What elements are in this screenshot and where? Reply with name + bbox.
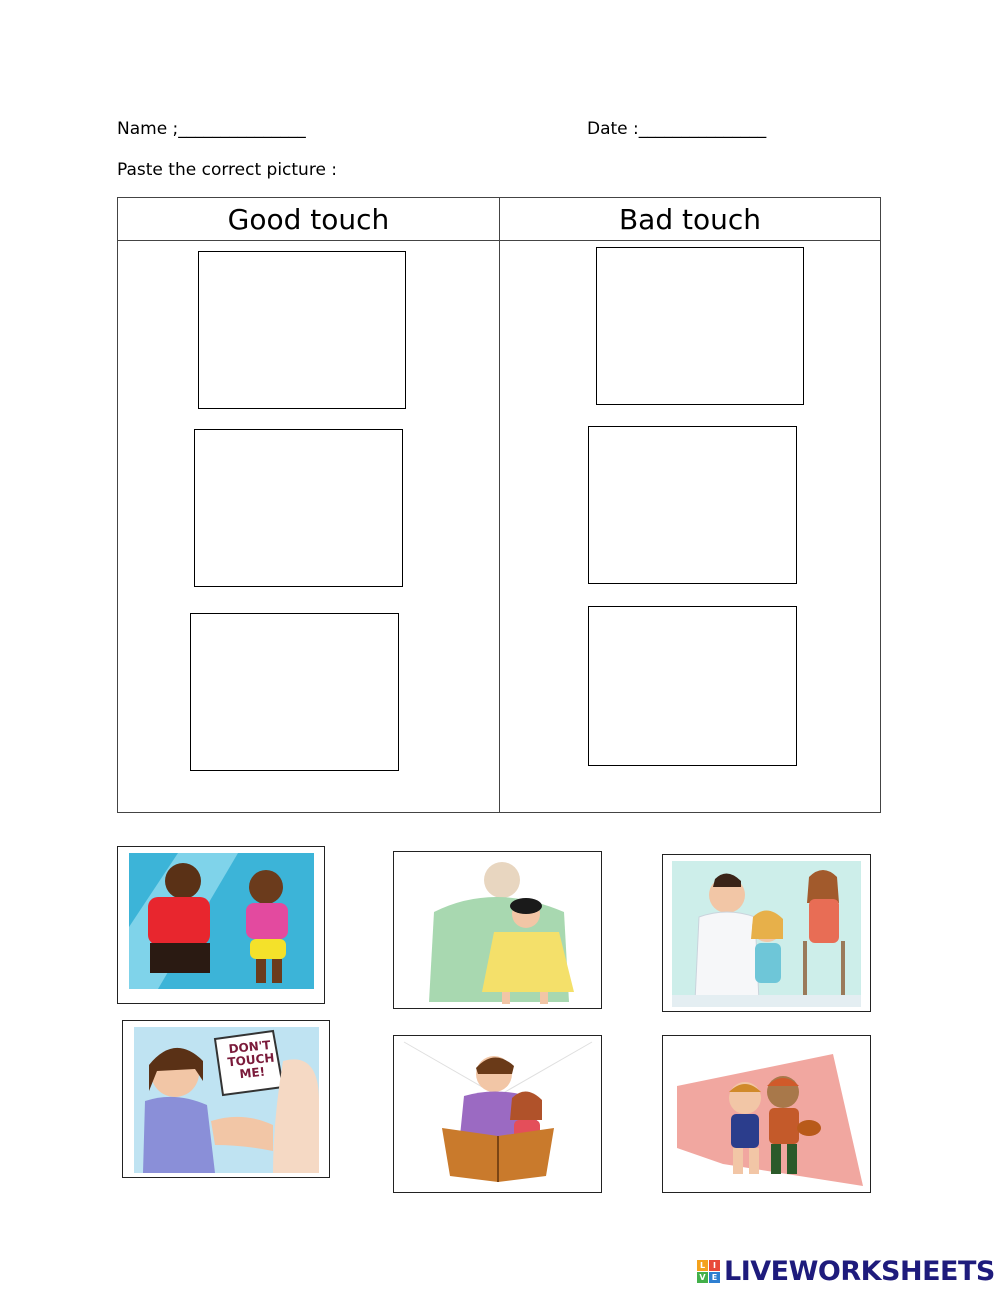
brand-wordmark: LIVEWORKSHEETS bbox=[724, 1255, 995, 1287]
logo-letter-l: L bbox=[697, 1260, 708, 1271]
picture-card-3[interactable] bbox=[662, 854, 871, 1012]
picture-card-2[interactable] bbox=[393, 851, 602, 1009]
logo-letter-v: V bbox=[697, 1272, 708, 1283]
column-header-good-touch: Good touch bbox=[227, 203, 390, 236]
drop-box-good-2[interactable] bbox=[194, 429, 403, 587]
grabbing-child-illustration bbox=[118, 847, 325, 1004]
picture-card-6[interactable] bbox=[662, 1035, 871, 1193]
name-field-label: Name ;_______________ bbox=[117, 119, 306, 139]
liveworksheets-logo[interactable] bbox=[697, 1253, 995, 1289]
picture-card-1[interactable] bbox=[117, 846, 325, 1004]
speech-bubble-text: DON'T TOUCH ME! bbox=[226, 1037, 276, 1082]
bullying-boys-illustration bbox=[663, 1036, 871, 1193]
drop-box-good-3[interactable] bbox=[190, 613, 399, 771]
drop-box-bad-1[interactable] bbox=[596, 247, 804, 405]
doctor-checkup-illustration bbox=[663, 855, 871, 1012]
date-field-label: Date :_______________ bbox=[587, 119, 767, 139]
drop-box-bad-2[interactable] bbox=[588, 426, 797, 584]
drop-box-good-1[interactable] bbox=[198, 251, 406, 409]
reading-together-illustration bbox=[394, 1036, 602, 1193]
logo-letter-i: I bbox=[709, 1260, 720, 1271]
instruction-text: Paste the correct picture : bbox=[117, 160, 338, 180]
picture-card-5[interactable] bbox=[393, 1035, 602, 1193]
logo-icon bbox=[697, 1260, 720, 1283]
drop-box-bad-3[interactable] bbox=[588, 606, 797, 766]
logo-letter-e: E bbox=[709, 1272, 720, 1283]
column-header-bad-touch: Bad touch bbox=[618, 203, 762, 236]
elder-hugging-girl-illustration bbox=[394, 852, 602, 1009]
picture-card-4[interactable] bbox=[122, 1020, 330, 1178]
table-column-divider bbox=[499, 198, 500, 812]
